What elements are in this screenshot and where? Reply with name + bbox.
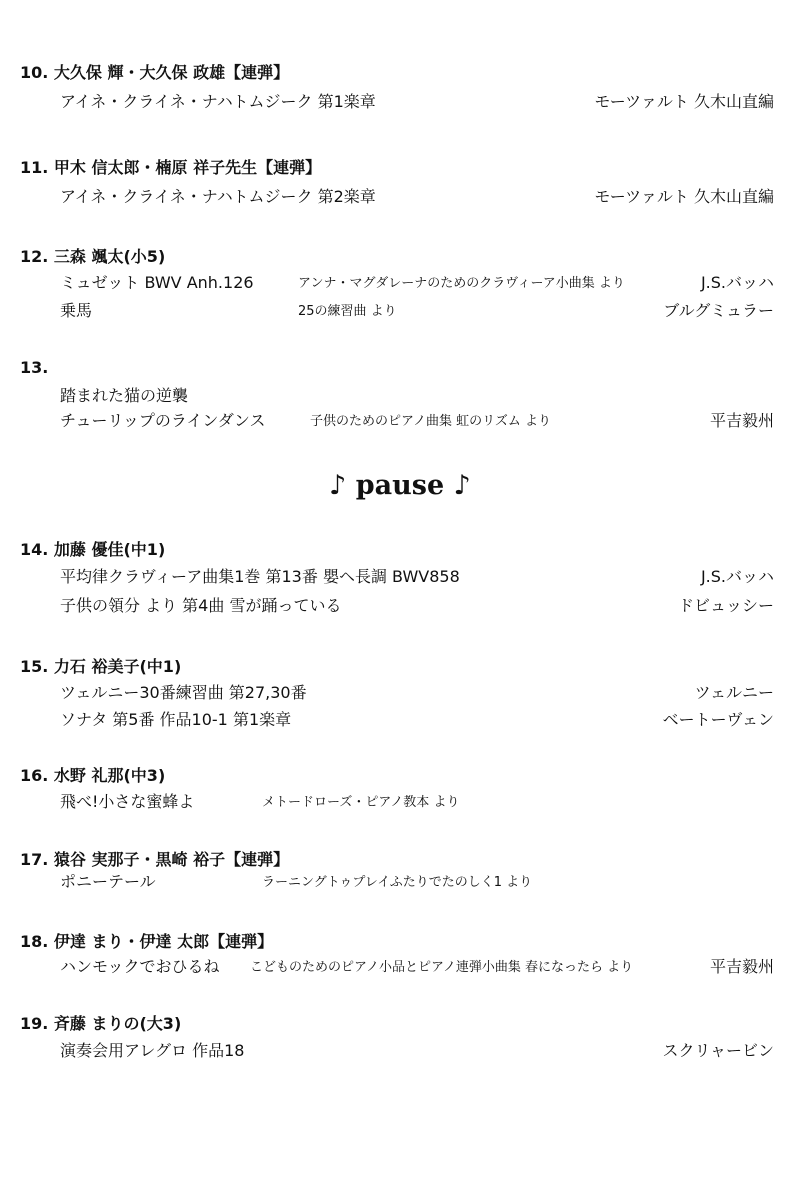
performer-names: 力石 裕美子(中1) xyxy=(53,657,182,676)
program-number: 17. xyxy=(20,850,49,869)
piece-row xyxy=(60,1038,774,1064)
piece-title: チューリップのラインダンス xyxy=(60,411,266,430)
program-number: 16. xyxy=(20,766,49,785)
piece-row xyxy=(60,593,774,619)
piece-title: 平均律クラヴィーア曲集1巻 第13番 嬰ヘ長調 BWV858 xyxy=(60,567,460,586)
performer-heading-12 xyxy=(20,244,165,267)
performer-heading-16 xyxy=(20,763,165,786)
program-number: 18. xyxy=(20,932,49,951)
piece-row xyxy=(60,869,774,895)
piece-composer: ベートーヴェン xyxy=(662,710,774,729)
piece-composer: ドビュッシー xyxy=(677,596,774,615)
piece-title: ポニーテール xyxy=(60,872,156,891)
performer-names: 猿谷 実那子・黒崎 裕子【連弾】 xyxy=(53,850,290,869)
piece-source: メトードローズ・ピアノ教本 より xyxy=(262,795,460,810)
piece-row xyxy=(60,298,774,324)
piece-composer: モーツァルト 久木山直編 xyxy=(594,187,774,206)
piece-row xyxy=(60,184,774,210)
performer-names: 水野 礼那(中3) xyxy=(53,766,166,785)
piece-row xyxy=(60,680,774,706)
piece-composer: スクリャービン xyxy=(662,1041,774,1060)
performer-names: 三森 颯太(小5) xyxy=(53,247,166,266)
piece-composer: ツェルニー xyxy=(694,683,774,702)
piece-title: 飛べ!小さな蜜蜂よ xyxy=(60,792,195,811)
piece-title: ソナタ 第5番 作品10-1 第1楽章 xyxy=(60,710,292,729)
performer-names: 斉藤 まりの(大3) xyxy=(53,1014,182,1033)
piece-source: ラーニングトゥプレイふたりでたのしく1 より xyxy=(262,875,533,890)
piece-composer: ブルグミュラー xyxy=(663,301,774,320)
performer-heading-15 xyxy=(20,654,181,677)
piece-row xyxy=(60,564,774,590)
piece-row xyxy=(60,383,774,409)
piece-row xyxy=(60,408,774,434)
program-number: 12. xyxy=(20,247,49,266)
piece-composer: J.S.バッハ xyxy=(700,567,774,586)
performer-heading-11 xyxy=(20,155,321,178)
performer-heading-13 xyxy=(20,358,48,377)
piece-row xyxy=(60,707,774,733)
program-number: 19. xyxy=(20,1014,49,1033)
performer-heading-19 xyxy=(20,1011,181,1034)
piece-row xyxy=(60,270,774,296)
program-number: 13. xyxy=(20,358,49,377)
performer-names: 甲木 信太郎・楠原 祥子先生【連弾】 xyxy=(53,158,322,177)
piece-title: アイネ・クライネ・ナハトムジーク 第1楽章 xyxy=(60,92,376,111)
performer-heading-18 xyxy=(20,929,273,952)
performer-heading-17 xyxy=(20,847,289,870)
program-number: 14. xyxy=(20,540,49,559)
performer-names: 伊達 まり・伊達 太郎【連弾】 xyxy=(53,932,274,951)
program-number: 15. xyxy=(20,657,49,676)
piece-source: 子供のためのピアノ曲集 虹のリズム より xyxy=(310,414,551,429)
piece-title: 乗馬 xyxy=(60,301,93,320)
piece-source: 25の練習曲 より xyxy=(298,304,397,319)
piece-composer: モーツァルト 久木山直編 xyxy=(594,92,774,111)
piece-title: 演奏会用アレグロ 作品18 xyxy=(60,1041,245,1060)
performer-names: 大久保 輝・大久保 政雄【連弾】 xyxy=(53,63,290,82)
piece-title: ミュゼット BWV Anh.126 xyxy=(60,273,254,292)
performer-names: 加藤 優佳(中1) xyxy=(53,540,166,559)
program-number: 10. xyxy=(20,63,49,82)
piece-row xyxy=(60,789,774,815)
piece-source: こどものためのピアノ小品とピアノ連弾小曲集 春になったら より xyxy=(250,960,634,975)
piece-composer: J.S.バッハ xyxy=(700,273,774,292)
pause-heading: ♪ pause ♪ xyxy=(329,470,471,501)
piece-title: 子供の領分 より 第4曲 雪が踊っている xyxy=(60,596,342,615)
piece-row xyxy=(60,954,774,980)
performer-heading-14 xyxy=(20,537,165,560)
piece-row xyxy=(60,89,774,115)
piece-source: アンナ・マグダレーナのためのクラヴィーア小曲集 より xyxy=(298,276,625,291)
piece-title: 踏まれた猫の逆襲 xyxy=(60,386,189,405)
piece-composer: 平吉毅州 xyxy=(709,957,774,976)
piece-composer: 平吉毅州 xyxy=(709,411,774,430)
piece-title: ツェルニー30番練習曲 第27,30番 xyxy=(60,683,307,702)
piece-title: ハンモックでおひるね xyxy=(60,957,220,976)
program-number: 11. xyxy=(20,158,49,177)
piece-title: アイネ・クライネ・ナハトムジーク 第2楽章 xyxy=(60,187,376,206)
performer-heading-10 xyxy=(20,60,289,83)
